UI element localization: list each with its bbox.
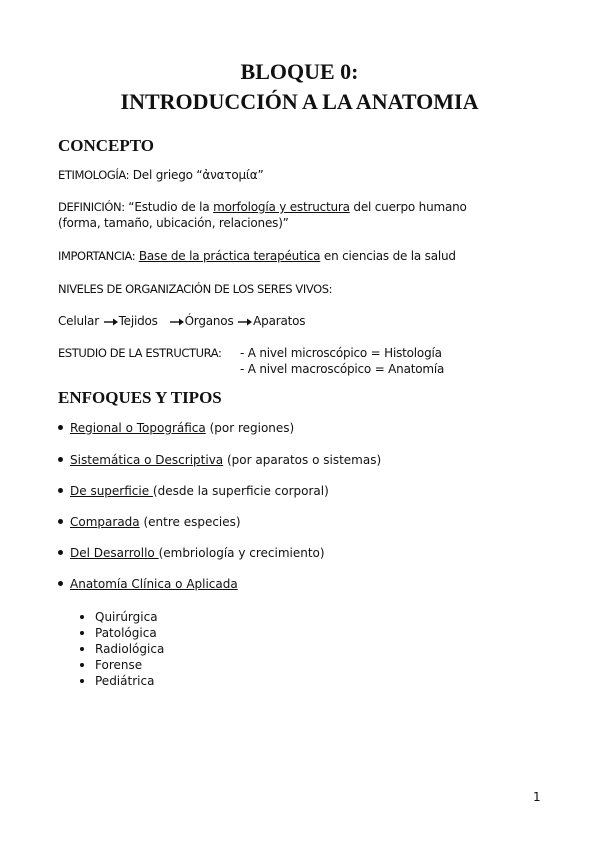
estudio-label: ESTUDIO DE LA ESTRUCTURA: [58, 346, 222, 360]
importancia-line [58, 248, 456, 264]
bullet-icon [80, 647, 84, 651]
etimologia-text: Del griego “ἀνατομία” [129, 168, 264, 182]
enfoque-name: Del Desarrollo [70, 546, 159, 560]
definicion-underlined: morfología y estructura [213, 200, 350, 214]
subtipo-label: Forense [95, 658, 143, 672]
list-item [58, 576, 238, 592]
enfoque-desc: (embriología y crecimiento) [158, 546, 325, 560]
estudio-macro: - A nivel macroscópico = Anatomía [240, 362, 445, 376]
enfoque-name: Regional o Topográfica [70, 421, 206, 435]
bullet-icon [58, 581, 63, 586]
definicion-line [58, 199, 467, 215]
list-item [80, 673, 154, 689]
bullet-icon [58, 457, 63, 462]
heading-enfoques: ENFOQUES Y TIPOS [58, 388, 222, 407]
definicion-post: del cuerpo humano [349, 200, 467, 214]
definicion-pre: “Estudio de la [124, 200, 214, 214]
bullet-icon [80, 615, 84, 619]
page-number: 1 [533, 790, 541, 804]
bullet-icon [80, 663, 84, 667]
list-item [58, 420, 294, 436]
list-item [58, 514, 241, 530]
list-item [80, 641, 164, 657]
subtipo-label: Quirúrgica [95, 610, 158, 624]
enfoque-name: De superficie [70, 484, 153, 498]
list-item [58, 545, 325, 561]
estudio-line [58, 345, 221, 361]
chain-item-celular: Celular [58, 314, 99, 328]
niveles-line [58, 281, 332, 297]
bullet-icon [58, 519, 63, 524]
arrow-right-icon [104, 318, 118, 326]
list-item [58, 483, 329, 499]
list-item [80, 657, 142, 673]
niveles-label: NIVELES DE ORGANIZACIÓN DE LOS SERES VIVOS: [58, 282, 333, 296]
list-item [58, 452, 381, 468]
enfoque-desc: (desde la superficie corporal) [152, 484, 329, 498]
subtipo-label: Patológica [95, 626, 157, 640]
definicion-line-2: (forma, tamaño, ubicación, relaciones)” [58, 216, 289, 230]
list-item [80, 625, 157, 641]
heading-concepto: CONCEPTO [58, 136, 155, 155]
arrow-right-icon [238, 318, 252, 326]
enfoque-desc: (por aparatos o sistemas) [223, 453, 382, 467]
bullet-icon [80, 631, 84, 635]
chain-item-aparatos: Aparatos [253, 314, 306, 328]
enfoque-name: Comparada [70, 515, 140, 529]
chain-item-tejidos: Tejidos [118, 314, 158, 328]
enfoque-desc: (por regiones) [205, 421, 295, 435]
enfoque-name: Anatomía Clínica o Aplicada [70, 577, 238, 591]
subtipo-label: Pediátrica [95, 674, 155, 688]
etimologia-line [58, 167, 264, 183]
importancia-underlined: Base de la práctica terapéutica [138, 249, 321, 263]
bullet-icon [58, 488, 63, 493]
importancia-post: en ciencias de la salud [320, 249, 456, 263]
estudio-micro: - A nivel microscópico = Histología [240, 346, 442, 360]
subtipo-label: Radiológica [95, 642, 165, 656]
title-line-2: INTRODUCCIÓN A LA ANATOMIA [120, 89, 479, 114]
bullet-icon [58, 425, 63, 430]
title-line-1: BLOQUE 0: [240, 59, 359, 84]
list-item [80, 609, 158, 625]
bullet-icon [80, 679, 84, 683]
arrow-right-icon [170, 318, 184, 326]
enfoque-name: Sistemática o Descriptiva [70, 453, 224, 467]
chain-item-organos: Órganos [184, 314, 234, 328]
enfoque-desc: (entre especies) [139, 515, 241, 529]
importancia-label: IMPORTANCIA: [58, 249, 136, 263]
definicion-label: DEFINICIÓN: [58, 200, 125, 214]
etimologia-label: ETIMOLOGÍA: [58, 168, 130, 182]
bullet-icon [58, 550, 63, 555]
niveles-chain [58, 313, 305, 329]
